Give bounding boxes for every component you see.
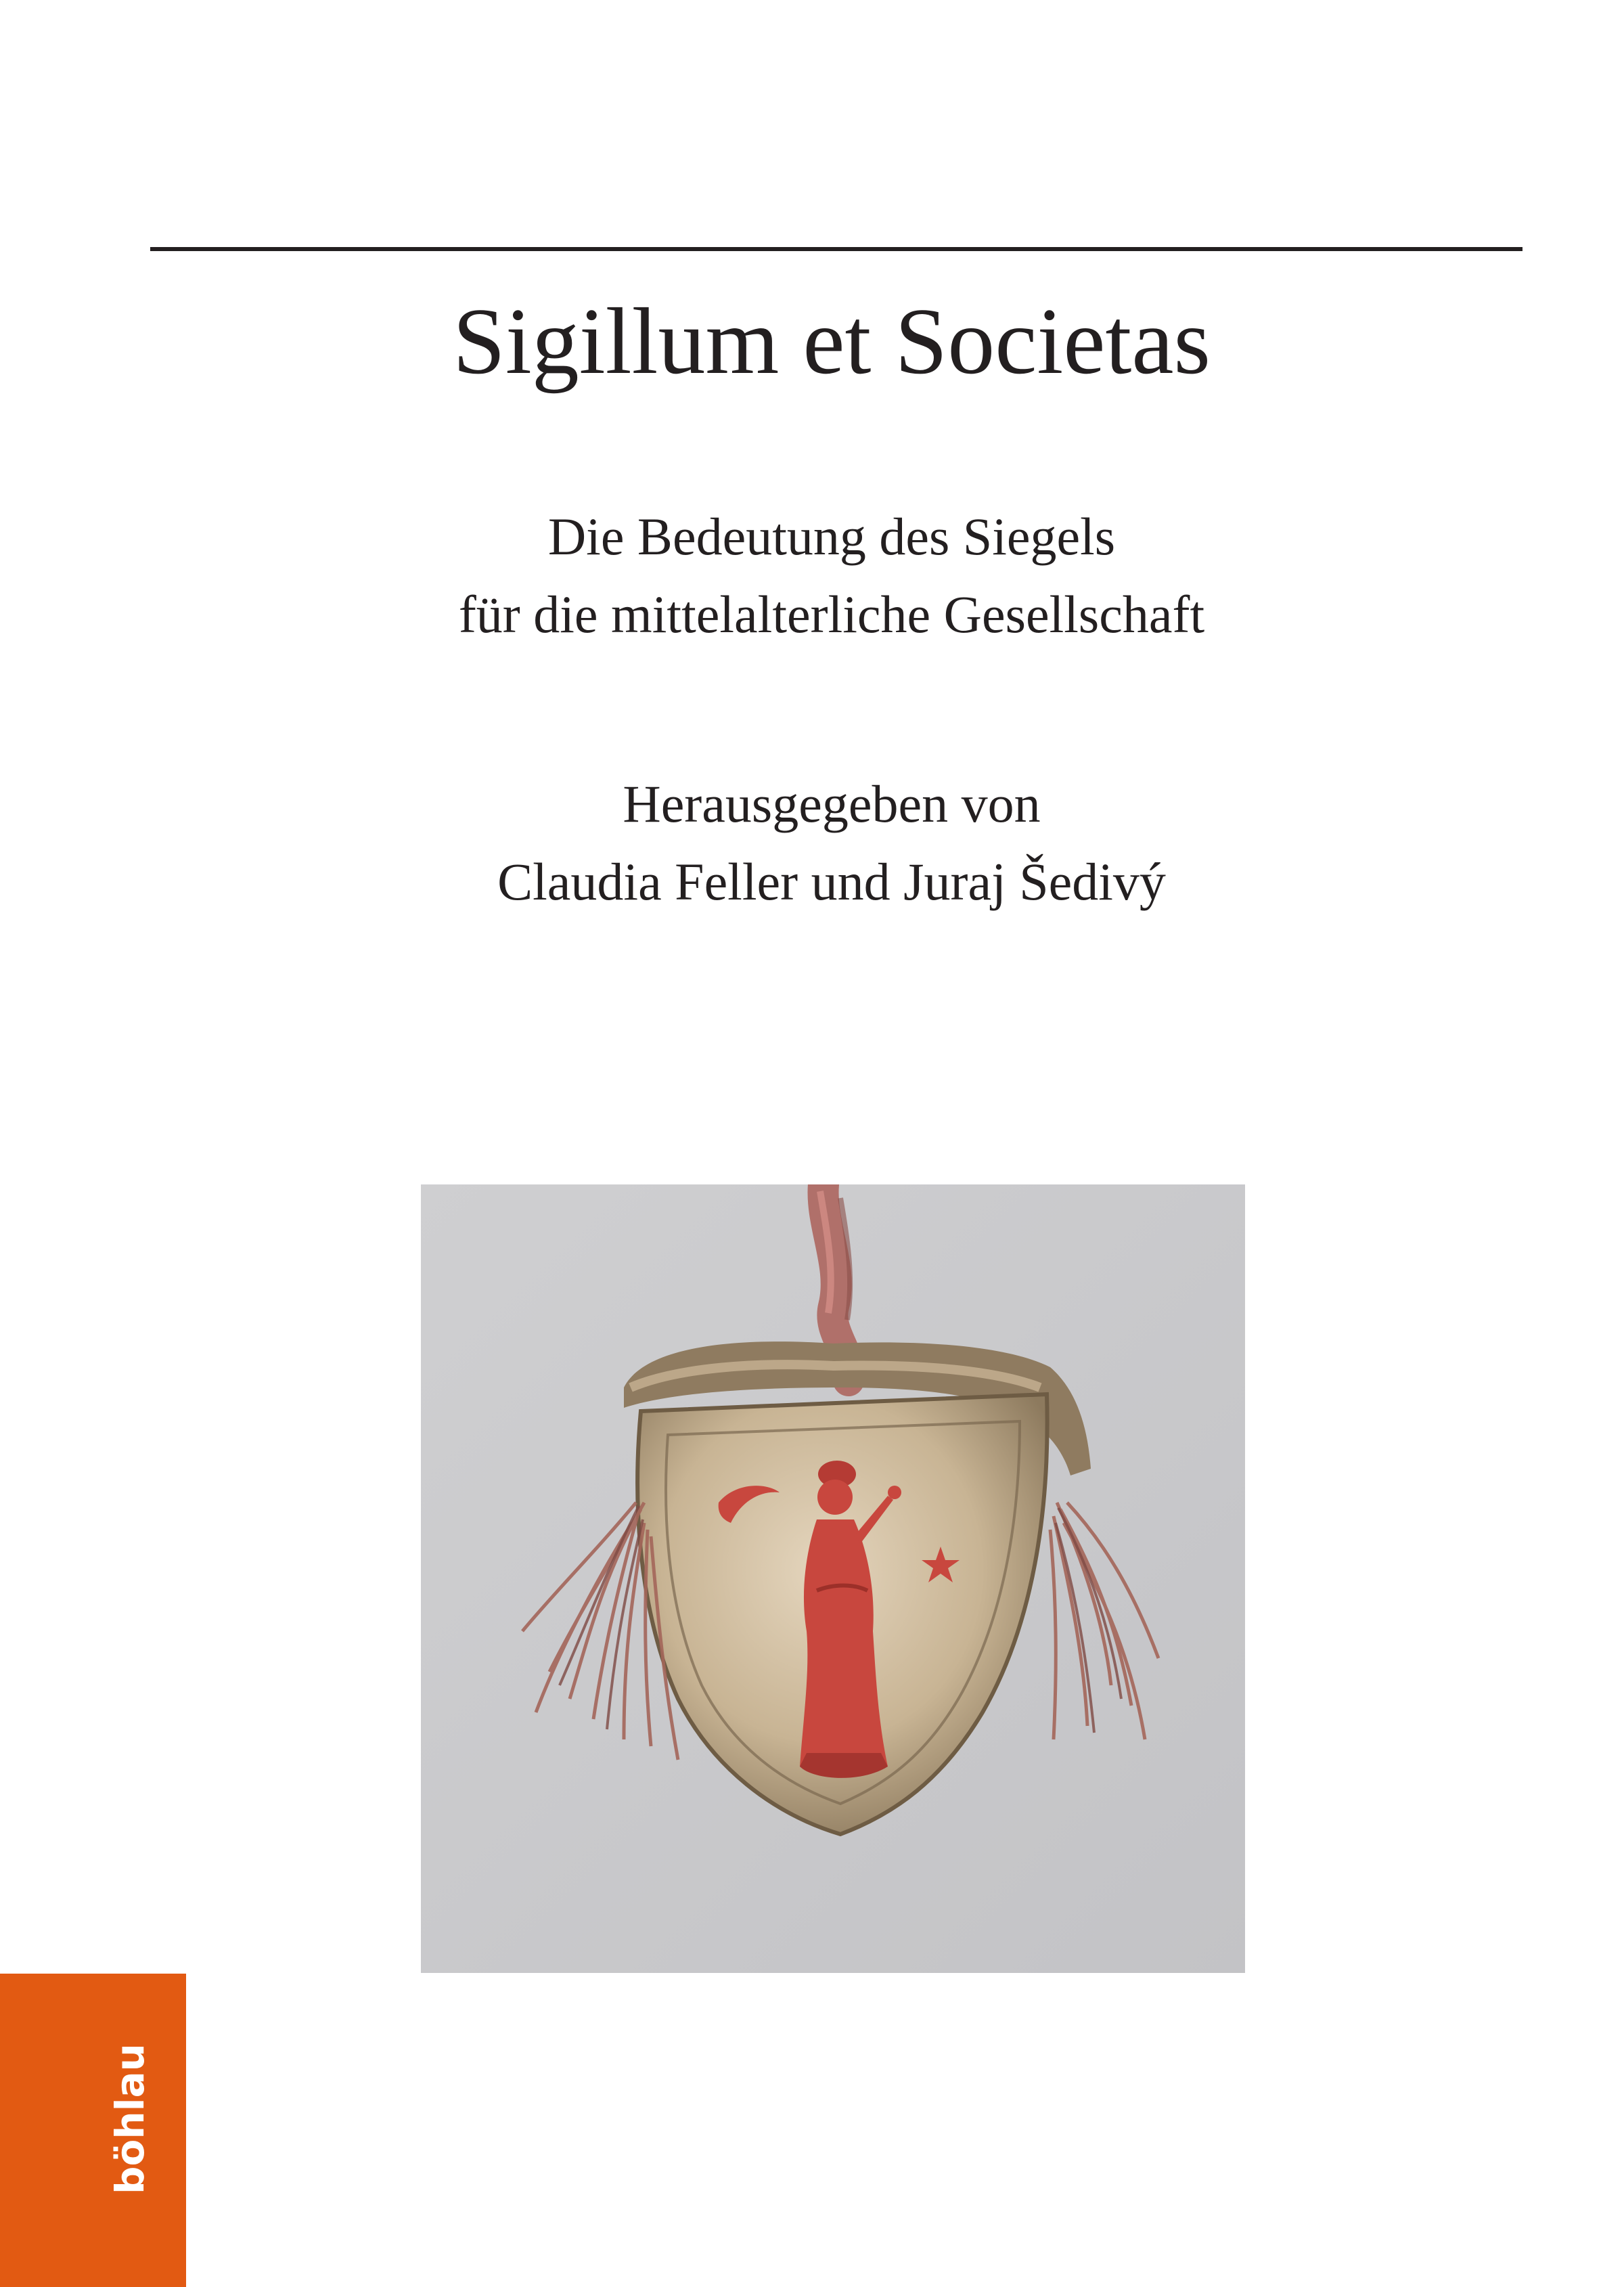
top-rule [150, 247, 1522, 251]
book-editors [0, 765, 1624, 920]
book-subtitle [0, 497, 1624, 653]
seal-photo [421, 1184, 1245, 1973]
seal-illustration [421, 1184, 1245, 1973]
publisher-logo: böhlau [107, 2043, 153, 2194]
editors-line: Claudia Feller und Juraj Šedivý [497, 852, 1166, 911]
subtitle-line: Die Bedeutung des Siegels [547, 507, 1116, 566]
publisher-block [0, 1974, 186, 2287]
editors-line: Herausgegeben von [623, 774, 1041, 833]
book-title: Sigillum et Societas [453, 289, 1211, 394]
subtitle-line: für die mittelalterliche Gesellschaft [458, 585, 1205, 644]
